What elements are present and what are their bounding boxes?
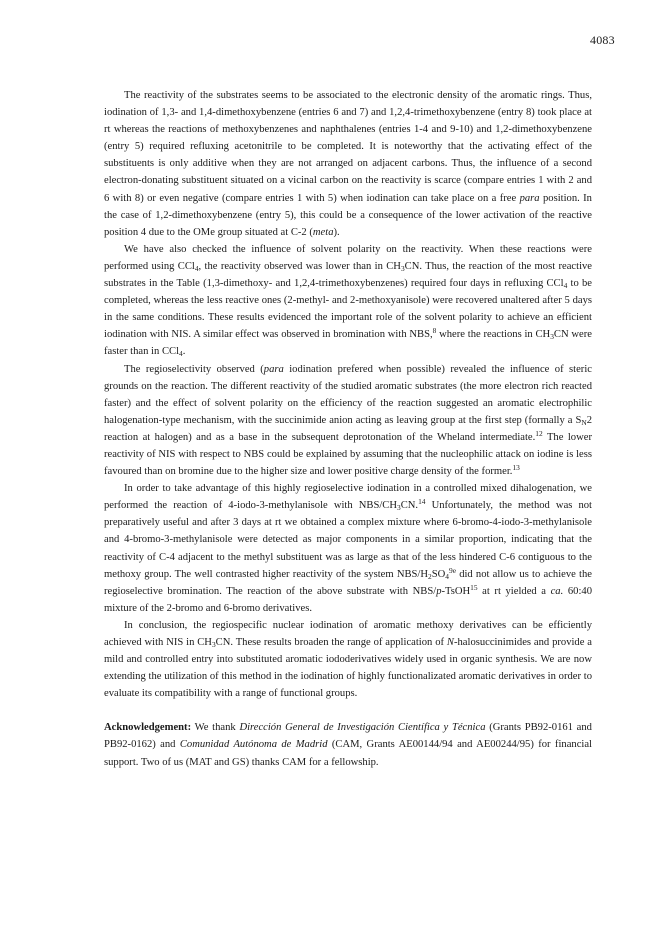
- text-run: where the reactions in CH: [436, 329, 551, 341]
- italic-run: ca.: [550, 585, 564, 597]
- paragraph-reactivity-electronic-density: [104, 87, 592, 241]
- italic-run: Dirección General de Investigación Científica y Técnica: [239, 722, 486, 734]
- page-number: 4083: [590, 33, 615, 47]
- acknowledgement-heading: Acknowledgement:: [104, 722, 192, 734]
- italic-run: meta: [312, 226, 334, 238]
- subscript: 4: [445, 571, 449, 581]
- text-run: ).: [333, 226, 340, 238]
- text-run: 60:40 mixture of the 2-bromo and 6-bromo derivatives.: [104, 585, 593, 614]
- text-run: CN were faster than in CCl: [104, 329, 592, 358]
- superscript: 12: [535, 428, 543, 438]
- text-run: Unfortunately, the method was not preparatively useful and after 3 days at rt we obtained a complex mixture where 6-bromo-4-iodo-3-methylanisole and 4-bromo-3-methylanisole were detected as major components in a similar proportion, indicating that the reactivity of C-4 adjacent to the methyl substituent was as large as that of the less hindered C-6 contiguous to the methoxy group. The well contrasted higher reactivity of the system NBS/H: [104, 500, 593, 580]
- text-run: In order to take advantage of this highly regioselective iodination in a controlled mixed dihalogenation, we performed the reaction of 4-iodo-3-methylanisole with NBS/CH: [104, 483, 592, 512]
- text-run: CN. Thus, the reaction of the most reactive substrates in the Table (1,3-dimethoxy- and 1,2,4-trimethoxybenzenes) required four days in refluxing CCl: [104, 260, 593, 290]
- text-run: CN. These results broaden the range of application of: [215, 637, 447, 648]
- text-run: to be completed, whereas the less reactive ones (2-methyl- and 2-methoxyanisole) were recovered unaltered after 5 days in the same conditions. These results evidenced the important role of the solvent polarity to achieve an efficient iodination with NIS. A similar effect was observed in bromination with NBS,: [104, 278, 592, 341]
- superscript: 15: [470, 582, 478, 592]
- italic-run: para: [519, 192, 540, 204]
- subscript: N: [581, 417, 587, 427]
- superscript: 8: [432, 326, 437, 336]
- superscript: 9e: [448, 565, 456, 575]
- italic-run: N: [446, 637, 454, 648]
- italic-run: p: [436, 585, 442, 597]
- text-run: In conclusion, the regiospecific nuclear iodination of aromatic methoxy derivatives can be efficiently achieved with NIS in CH: [104, 619, 592, 648]
- text-run: The regioselectivity observed (: [124, 363, 264, 375]
- text-run: We thank: [191, 722, 240, 734]
- text-run: -TsOH: [441, 585, 471, 597]
- text-run: at rt yielded a: [477, 585, 551, 597]
- text-run: The reactivity of the substrates seems to be associated to the electronic density of the aromatic rings. Thus, iodination of 1,3- and 1,4-dimethoxybenzene (entries 6 and 7) and 1,2,4-trimethoxybenzene (entry 8) took place at rt whereas the reactions of methoxybenzenes and naphthalenes (entries 1-4 and 9-10) and 1,2-dimethoxybenzene (entry 5) required refluxing acetonitrile to be completed. It is noteworthy that the activating effect of the substituents is only additive when they are not arranged on adjacent carbons. Thus, the influence of a second electron-donating substituent situated on a vicinal carbon on the reactivity is scarce (compare entries 1 with 2 and 6 with 8) or even negative (compare entries 1 with 5) when iodination can take place on a free: [104, 90, 592, 204]
- subscript: 4: [563, 280, 568, 290]
- text-run: position. In the case of 1,2-dimethoxybenzene (entry 5), this could be a consequence of the lower activation of the reactive position 4 due to the OMe group situated at C-2 (: [104, 192, 592, 238]
- text-run: (CAM, Grants AE00144/94 and AE00244/95) for financial support. Two of us (MAT and GS) thanks CAM for a fellowship.: [104, 739, 592, 768]
- italic-run: Comunidad Autónoma de Madrid: [179, 739, 328, 751]
- text-run: 2 reaction at halogen) and as a base in the subsequent deprotonation of the Wheland intermediate.: [104, 414, 592, 443]
- subscript: 3: [400, 263, 405, 273]
- paragraph-conclusion: [104, 617, 592, 702]
- text-run: did not allow us to achieve the regioselective bromination. The reaction of the above substrate with NBS/: [104, 568, 592, 597]
- subscript: 4: [194, 263, 199, 273]
- subscript: 3: [397, 503, 401, 513]
- subscript: 4: [179, 349, 183, 359]
- acknowledgement: [104, 719, 592, 770]
- superscript: 13: [512, 462, 520, 472]
- paragraph-dihalogenation: [104, 480, 592, 617]
- subscript: 2: [428, 571, 432, 581]
- subscript: 3: [211, 639, 216, 649]
- text-run: .: [182, 346, 186, 358]
- paragraph-regioselectivity: [104, 361, 592, 481]
- article-body: [104, 87, 592, 771]
- subscript: 3: [550, 332, 554, 342]
- text-run: The lower reactivity of NIS with respect to NBS could be explained by assuming that the nucleophilic attack on iodine is less favoured than on bromine due to the higher size and lower positive charge density of the former.: [104, 431, 592, 478]
- italic-run: para: [263, 363, 284, 375]
- text-run: We have also checked the influence of solvent polarity on the reactivity. When these reactions were performed using CCl: [104, 243, 592, 272]
- text-run: SO: [431, 568, 446, 580]
- text-run: , the reactivity observed was lower than in CH: [198, 260, 401, 272]
- text-run: iodination prefered when possible) revealed the influence of steric grounds on the reaction. The different reactivity of the studied aromatic substrates (the more electron rich reacted faster) and the effect of solvent polarity on the efficiency of the reaction suggested an aromatic electrophilic halogenation-type mechanism, with the succinimide anion acting as leaving group at the first step (formally a S: [104, 363, 592, 426]
- text-run: -halosuccinimides and provide a mild and controlled entry into substituted aromatic iododerivatives widely used in organic synthesis. We are now extending the utilization of this method in the iodination of highly functionalizated aromatic derivatives in order to evaluate its compatibility with a range of functional groups.: [104, 637, 592, 700]
- superscript: 14: [418, 497, 426, 507]
- text-run: (Grants PB92-0161 and PB92-0162) and: [104, 722, 592, 751]
- paragraph-solvent-polarity: [104, 241, 592, 361]
- text-run: CN.: [400, 500, 419, 512]
